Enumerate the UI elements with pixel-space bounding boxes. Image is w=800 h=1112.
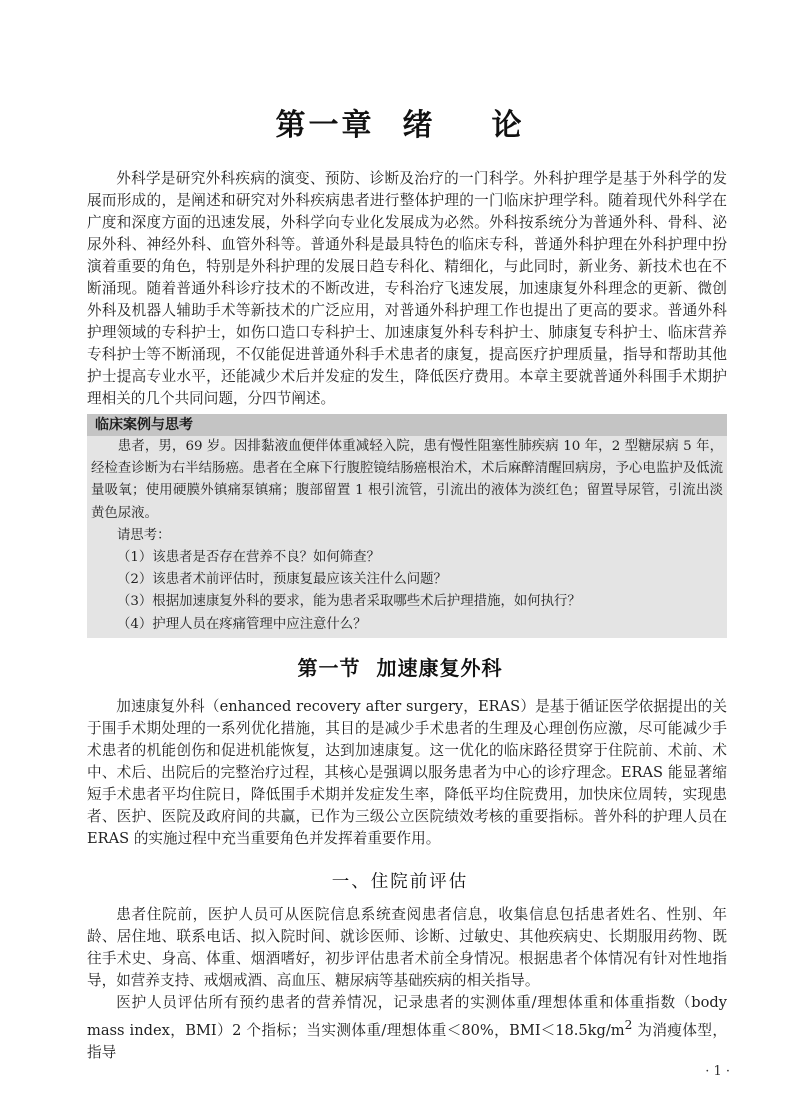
case-question-4: （4）护理人员在疼痛管理中应注意什么？ <box>117 616 367 632</box>
chapter-title-part-2: 论 <box>491 108 525 143</box>
pre-admission-paragraph-1: 患者住院前，医护人员可从医院信息系统查阅患者信息，收集信息包括患者姓名、性别、年龄、居住地、联系电话、拟入院时间、就诊医师、诊断、过敏史、其他疾病史、长期服用药物、既往手术史、身高、体重、烟酒嗜好，初步评估患者术前全身情况。根据患者个体情况有针对性地指导，如营养支持、戒烟戒酒、高血压、糖尿病等基础疾病的相关指导。 <box>87 906 727 989</box>
case-box-header: 临床案例与思考 <box>87 414 727 436</box>
case-question-2: （2）该患者术前评估时，预康复最应该关注什么问题？ <box>117 572 447 588</box>
section-number: 第一节 <box>297 656 361 680</box>
chapter-title <box>0 100 800 144</box>
chapter-number: 第一章 <box>275 108 375 143</box>
subsection-title: 一、住院前评估 <box>331 872 469 892</box>
paragraph-2-text-a: 医护人员评估所有预约患者的营养情况，记录患者的实测体重/理想体重和体重指数（body mass index，BMI）2 个指标；当实测体重/理想体重＜80%，BMI＜18.5kg/m <box>87 994 727 1039</box>
case-question-3: （3）根据加速康复外科的要求，能为患者采取哪些术后护理措施，如何执行？ <box>117 594 581 610</box>
section-title-text: 加速康复外科 <box>376 656 503 680</box>
case-question-1: （1）该患者是否存在营养不良？如何筛查？ <box>117 550 380 566</box>
case-description: 患者，男，69 岁。因排黏液血便伴体重减轻入院，患有慢性阻塞性肺疾病 10 年，2 型糖尿病 5 年，经检查诊断为右半结肠癌。患者在全麻下行腹腔镜结肠癌根治术，术后麻醉清醒回病房，予心电监护及低流量吸氧；使用硬膜外镇痛泵镇痛；腹部留置 1 根引流管，引流出的液体为淡红色；留置导尿管，引流出淡黄色尿液。 <box>91 439 723 521</box>
chapter-title-part-1: 绪 <box>402 108 436 143</box>
superscript-2: 2 <box>624 1018 633 1032</box>
paragraph-2-text-b: 为消瘦体型，指导 <box>87 1021 727 1061</box>
eras-paragraph: 加速康复外科（enhanced recovery after surgery，ERAS）是基于循证医学依据提出的关于围手术期处理的一系列优化措施，其目的是减少手术患者的生理及心理创伤应激，尽可能减少手术患者的机能创伤和促进机能恢复，达到加速康复。这一优化的临床路径贯穿于住院前、术前、术中、术后、出院后的完整治疗过程，其核心是强调以服务患者为中心的诊疗理念。ERAS 能显著缩短手术患者平均住院日，降低围手术期并发症发生率，降低平均住院费用，加快床位周转，实现患者、医护、医院及政府间的共赢，已作为三级公立医院绩效考核的重要指标。普外科的护理人员在 ERAS 的实施过程中充当重要角色并发挥着重要作用。 <box>87 698 727 847</box>
page-number: · 1 · <box>705 1064 730 1079</box>
pre-admission-paragraph-2 <box>87 992 727 1064</box>
section-title <box>0 652 800 681</box>
intro-paragraph: 外科学是研究外科疾病的演变、预防、诊断及治疗的一门科学。外科护理学是基于外科学的发展而形成的，是阐述和研究对外科疾病患者进行整体护理的一门临床护理学科。随着现代外科学在广度和深度方面的迅速发展，外科学向专业化发展成为必然。外科按系统分为普通外科、骨科、泌尿外科、神经外科、血管外科等。普通外科是最具特色的临床专科，普通外科护理在外科护理中扮演着重要的角色，特别是外科护理的发展日趋专科化、精细化，与此同时，新业务、新技术也在不断涌现。随着普通外科诊疗技术的不断改进，专科治疗飞速发展，加速康复外科理念的更新、微创外科及机器人辅助手术等新技术的广泛应用，对普通外科护理工作也提出了更高的要求。普通外科护理领域的专科护士，如伤口造口专科护士、加速康复外科专科护士、肺康复专科护士、临床营养专科护士等不断涌现，不仅能促进普通外科手术患者的康复，提高医疗护理质量，指导和帮助其他护士提高专业水平，还能减少术后并发症的发生，降低医疗费用。本章主要就普通外科围手术期护理相关的几个共同问题，分四节阐述。 <box>87 170 727 407</box>
case-prompt: 请思考： <box>117 527 171 543</box>
clinical-case-box <box>87 414 727 638</box>
